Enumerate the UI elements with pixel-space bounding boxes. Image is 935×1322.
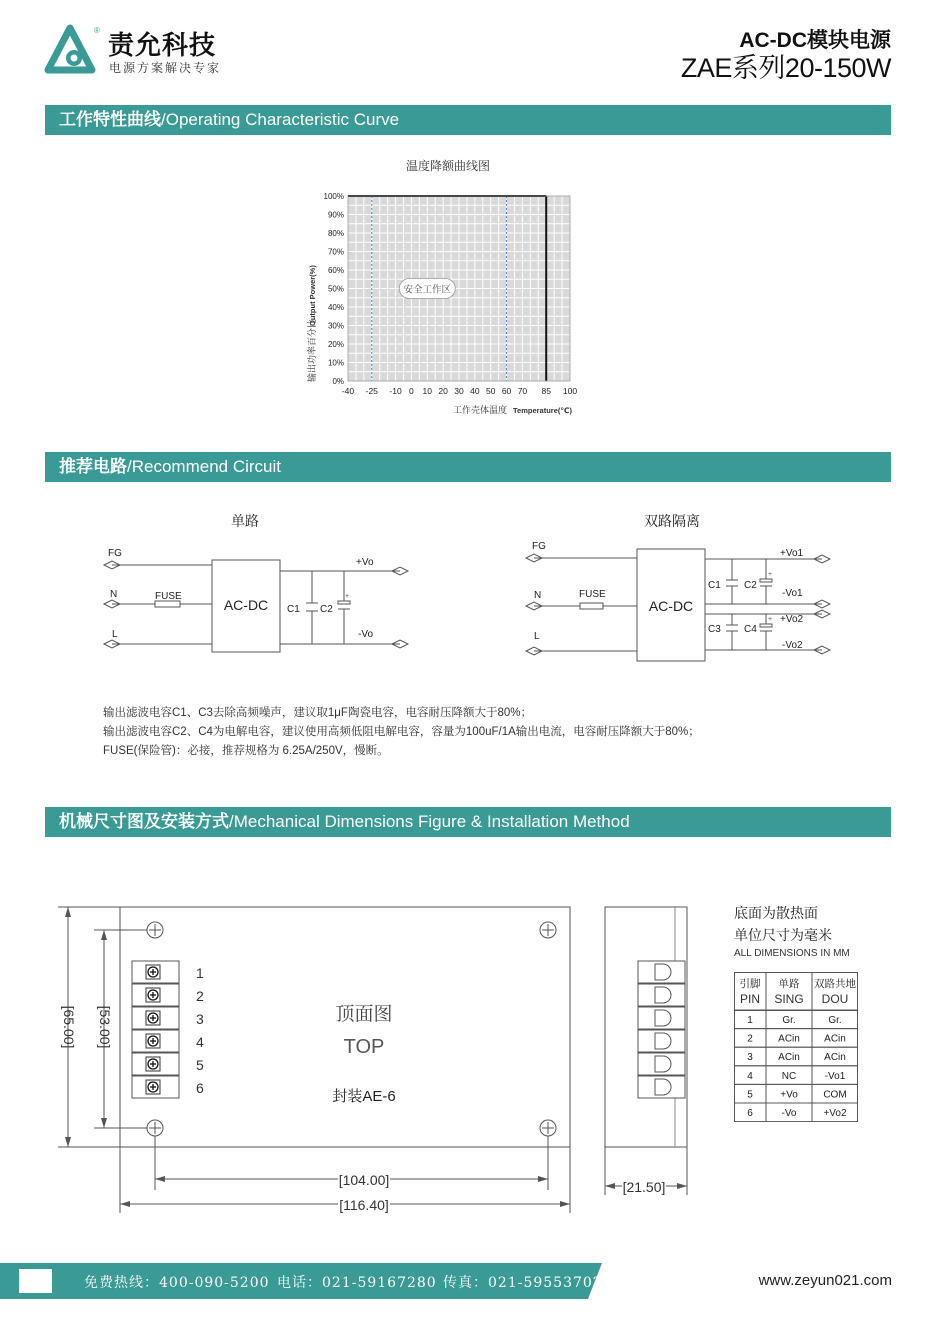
table-cell: COM [823,1089,847,1101]
dim-height-inner: [53.00] [97,1005,113,1049]
footer-fax: 传真：021-59553702 [443,1275,603,1291]
vo2-neg-label: -Vo2 [782,640,803,651]
table-cell: -Vo [781,1108,797,1119]
unit-note: 单位尺寸为毫米 [734,927,832,943]
fuse-label: FUSE [155,591,182,602]
single-output-circuit [100,505,410,675]
table-cell: 2 [747,1033,753,1045]
table-header-cn: 单路 [778,978,800,990]
table-cell: 1 [747,1015,753,1026]
l-label: L [112,629,118,640]
table-cell: +Vo [780,1089,798,1101]
x-tick-label: 30 [454,386,464,396]
mounting-hole-icon [540,922,556,938]
chart-grid [348,196,570,381]
x-tick-labels [342,386,578,396]
x-tick-label: 40 [470,386,480,396]
y-axis-label-cn: 输出功率百分比 [307,318,317,382]
y-tick-label: 40% [327,303,344,312]
top-view-label-cn: 顶面图 [335,1004,393,1025]
table-cell: NC [781,1070,797,1082]
table-cell: +Vo2 [823,1108,847,1119]
note-line: FUSE(保险管)：必接，推荐规格为 6.25A/250V，慢断。 [103,745,389,757]
x-tick-label: -10 [389,386,402,396]
company-name: 责允科技 [108,30,217,60]
pin-number: 3 [196,1011,204,1027]
pin-table [734,972,860,1122]
y-tick-label: 100% [323,192,344,201]
x-tick-label: 100 [562,386,578,396]
c2-label: C2 [320,604,333,615]
table-header-en: DOU [821,992,849,1006]
note-line: 输出滤波电容C2、C4为电解电容，建议使用高频低阻电解电容，容量为100uF/1A输出电流，电容耐压降额大于80%； [103,726,700,738]
circuit-notes [103,704,863,761]
package-label: 封装AE-6 [332,1088,396,1105]
x-tick-label: 85 [541,386,551,396]
mechanical-drawing [50,895,700,1220]
x-axis-label-en: Temperature(℃) [513,406,572,415]
table-cell: 5 [747,1089,753,1101]
x-tick-label: -25 [365,386,378,396]
x-tick-label: 0 [409,386,414,396]
c4-label: C4 [744,624,757,635]
unit-note-en: ALL DIMENSIONS IN MM [734,948,850,959]
y-tick-label: 10% [327,358,344,368]
table-cell: ACin [778,1033,800,1045]
pin-number: 4 [196,1034,204,1050]
y-tick-label: 80% [327,229,344,238]
table-cell: Gr. [782,1015,796,1026]
module-label: AC-DC [648,598,694,614]
table-cell: -Vo1 [824,1070,846,1082]
y-tick-labels [324,192,344,386]
c3-label: C3 [708,624,721,635]
x-tick-label: 70 [517,386,528,396]
vo-neg-label: -Vo [358,629,374,640]
footer [0,1263,935,1299]
y-tick-label: 50% [327,284,344,294]
x-tick-label: 50 [485,386,496,396]
bottom-note: 底面为散热面 [734,905,818,921]
table-header-en: PIN [739,992,761,1006]
x-tick-label: 20 [438,386,448,396]
table-header-en: SING [774,992,804,1006]
pin-number: 1 [196,965,204,981]
n-label: N [534,590,542,601]
module-label: AC-DC [223,597,269,613]
table-cell: 3 [747,1052,753,1064]
section-header-circuit: 推荐电路/Recommend Circuit [45,452,891,482]
table-cell: Gr. [828,1015,842,1026]
y-tick-label: 0% [332,377,344,386]
footer-hotline: 免费热线：400-090-5200 [84,1275,270,1291]
fg-label: FG [108,548,122,559]
svg-text:+: + [768,571,773,578]
pin-number: 5 [196,1057,204,1073]
annotation-label: 安全工作区 [403,284,452,296]
c1-label: C1 [708,580,721,591]
dual-circuit-title: 双路隔离 [644,513,700,529]
y-axis-label-en: Output Power(%) [308,265,317,326]
dim-width-inner: [104.00] [338,1172,390,1188]
mounting-hole-icon [147,1120,163,1136]
footer-website[interactable]: www.zeyun021.com [758,1272,892,1289]
vo1-neg-label: -Vo1 [782,588,803,599]
dual-output-circuit [522,505,837,670]
section-title-en: Mechanical Dimensions Figure & Installation Method [233,812,630,831]
y-tick-label: 20% [327,340,344,349]
table-header-cn: 双路共地 [814,978,856,990]
mechanical-notes [734,902,874,962]
company-logo-icon [44,24,102,74]
note-line: 输出滤波电容C1、C3去除高频噪声，建议取1μF陶瓷电容，电容耐压降额大于80%； [103,707,532,719]
x-tick-label: 10 [422,386,433,396]
table-cell: ACin [824,1052,846,1064]
x-tick-label: 60 [501,386,512,396]
dim-height-outer: [65.00] [61,1005,77,1049]
section-title-en: Recommend Circuit [131,457,281,476]
product-title: AC-DC模块电源 [739,29,891,52]
safe-zone-annotation [399,279,455,299]
section-title-cn: 工作特性曲线 [59,110,161,129]
x-axis-label-cn: 工作壳体温度 [453,405,508,415]
y-tick-label: 30% [327,321,344,331]
n-label: N [110,589,118,600]
table-cell: ACin [778,1052,800,1064]
dim-width-outer: [116.40] [339,1197,389,1213]
y-tick-label: 70% [327,247,344,257]
dim-depth: [21.50] [622,1179,666,1195]
c1-label: C1 [287,604,300,615]
pin-number: 2 [196,988,204,1004]
table-header-cn: 引脚 [739,978,761,990]
x-tick-label: -40 [341,386,355,396]
table-cell: ACin [824,1033,846,1045]
footer-phone: 电话：021-59167280 [277,1275,437,1291]
mounting-hole-icon [540,1120,556,1136]
svg-text:®: ® [94,26,100,35]
section-header-curve: 工作特性曲线/Operating Characteristic Curve [45,105,891,135]
vo-pos-label: +Vo [356,557,374,568]
top-view-label-en: TOP [343,1036,385,1058]
vo2-pos-label: +Vo2 [780,614,804,625]
vo1-pos-label: +Vo1 [780,548,804,559]
table-cell: 4 [747,1070,753,1082]
mounting-hole-icon [147,922,163,938]
section-title-cn: 机械尺寸图及安装方式 [59,812,229,831]
company-tagline: 电源方案解决专家 [109,61,222,75]
fg-label: FG [532,541,546,552]
derating-chart [295,150,595,425]
pin-number: 6 [196,1080,204,1096]
y-tick-label: 60% [327,266,344,275]
terminal-block [132,961,204,1098]
section-title-en: Operating Characteristic Curve [165,110,400,129]
svg-text:+: + [768,616,773,623]
section-header-mechanical: 机械尺寸图及安装方式/Mechanical Dimensions Figure & Installation Method [45,807,891,837]
c2-label: C2 [744,580,757,591]
chart-title: 温度降额曲线图 [405,159,491,173]
section-title-cn: 推荐电路 [59,457,127,476]
side-terminal-block [638,961,685,1098]
l-label: L [534,631,540,642]
table-cell: 6 [747,1108,753,1119]
y-tick-label: 90% [327,210,344,220]
svg-text:+: + [345,593,350,600]
product-series: ZAE系列20-150W [680,53,891,83]
fuse-label: FUSE [579,589,606,600]
single-circuit-title: 单路 [231,513,259,529]
